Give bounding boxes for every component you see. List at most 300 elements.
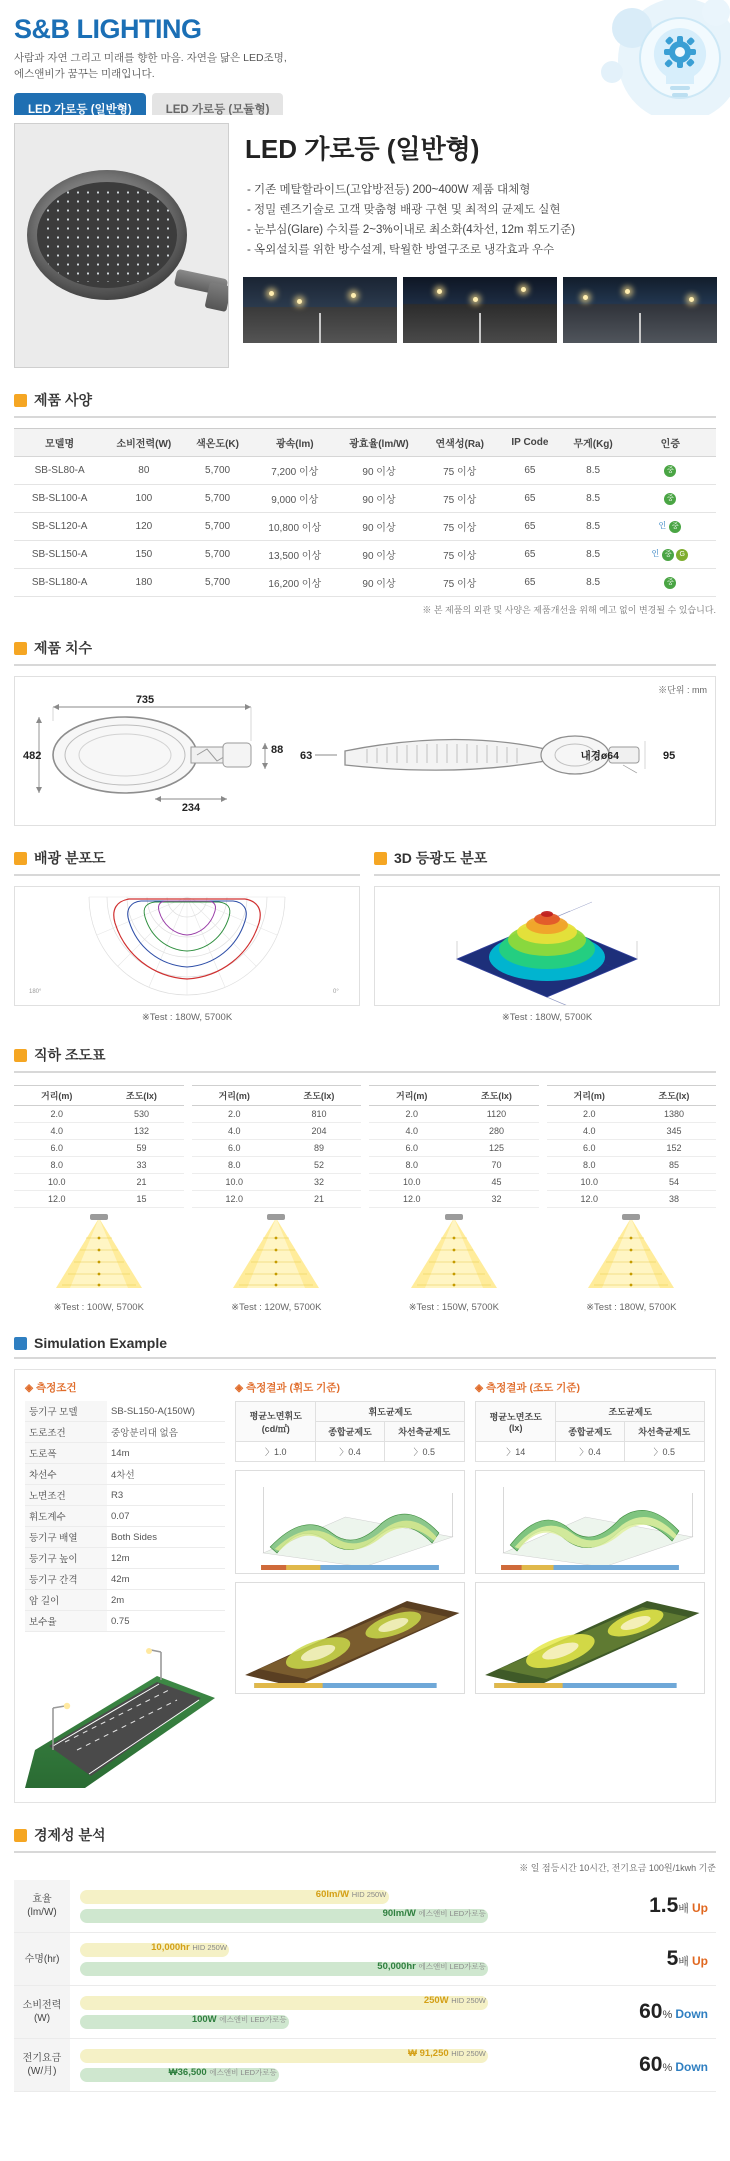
cell-power: 80 (105, 457, 182, 485)
th-lane-uniformity: 차선축균제도 (624, 1422, 704, 1442)
cell-distance: 8.0 (547, 1157, 632, 1174)
cell-distance: 8.0 (14, 1157, 99, 1174)
cond-value: 4차선 (107, 1464, 225, 1485)
cert-badge-icon: 중 (664, 493, 676, 505)
cell-cct: 5,700 (182, 569, 252, 597)
th-distance: 거리(m) (369, 1086, 454, 1106)
cond-key: 등기구 모델 (25, 1401, 107, 1422)
measurement-conditions (25, 1380, 225, 1792)
cert-badge-green-icon: G (676, 549, 688, 561)
th-lux: 조도(lx) (99, 1086, 183, 1106)
illuminance-block-180w (547, 1085, 717, 1313)
spec-note: ※ 본 제품의 외관 및 사양은 제품개선을 위해 예고 없이 변경될 수 있습니다. (422, 605, 716, 615)
cell-distance: 4.0 (192, 1123, 277, 1140)
economy-row-label: 효율 (lm/W) (14, 1880, 70, 1933)
cell-lux: 21 (277, 1191, 361, 1208)
bar-led-text (383, 1908, 486, 1919)
cell-cert (625, 457, 716, 485)
spec-section (0, 390, 730, 616)
tab-led-streetlight-module[interactable]: LED 가로등 (모듈형) (152, 93, 284, 116)
illuminance-table (192, 1085, 362, 1208)
section-marker-icon (14, 1337, 27, 1350)
economy-row-efficacy (14, 1880, 716, 1933)
cell-lux: 59 (99, 1140, 183, 1157)
dimension-heading (14, 638, 716, 666)
streetlight-glow (521, 287, 526, 292)
cell-cri: 75 이상 (421, 541, 498, 569)
economy-row-power (14, 1986, 716, 2039)
intensity-3d-svg (375, 887, 719, 1005)
streetlight-glow (689, 297, 694, 302)
illuminance-road-render (475, 1582, 705, 1694)
table-row (25, 1443, 225, 1464)
cert-label: 인 (651, 549, 660, 558)
economy-result (588, 1986, 716, 2039)
cond-key: 노면조건 (25, 1485, 107, 1506)
illuminance-caption: ※Test : 150W, 5700K (408, 1302, 499, 1313)
cond-key: 도로폭 (25, 1443, 107, 1464)
tab-led-streetlight-standard[interactable]: LED 가로등 (일반형) (14, 93, 146, 116)
economy-unit: 배 (678, 1903, 689, 1915)
th-efficacy: 광효율(lm/W) (337, 429, 421, 457)
table-row (25, 1569, 225, 1590)
illuminance-block-120w (192, 1085, 362, 1313)
light-distribution-col (14, 848, 360, 1023)
dimension-section (0, 638, 730, 826)
table-row (369, 1191, 539, 1208)
economy-note: ※ 일 점등시간 10시간, 전기요금 100원/1kwh 기준 (519, 1863, 716, 1873)
th-power: 소비전력(W) (105, 429, 182, 457)
light-distribution-title: 배광 분포도 (34, 850, 106, 866)
conditions-table (25, 1401, 225, 1632)
table-row (25, 1401, 225, 1422)
economy-value: 5 (666, 1947, 679, 1970)
table-row (14, 513, 716, 541)
dimension-drawing (14, 676, 716, 826)
cond-value: 42m (107, 1569, 225, 1590)
cell-cri: 75 이상 (421, 513, 498, 541)
table-row (14, 569, 716, 597)
cell-cri: 75 이상 (421, 485, 498, 513)
bar-led-sub: 에스앤비 LED가로등 (209, 2068, 277, 2077)
road-3d-render (25, 1642, 225, 1792)
table-row (476, 1442, 705, 1462)
cell-overall-uniformity: 〉0.4 (556, 1442, 624, 1462)
luminance-road-render (235, 1582, 465, 1694)
feature-item: - 옥외설치를 위한 방수설계, 탁월한 방열구조로 냉각효과 우수 (247, 244, 555, 257)
cell-weight: 8.5 (562, 513, 625, 541)
cell-cert (625, 485, 716, 513)
streetlight-glow (625, 289, 630, 294)
table-row (14, 485, 716, 513)
cell-overall-uniformity: 〉0.4 (316, 1442, 384, 1462)
economy-row-label: 수명(hr) (14, 1933, 70, 1986)
svg-text:482: 482 (23, 750, 42, 762)
table-row (192, 1174, 362, 1191)
illuminance-heading (14, 1045, 716, 1073)
cell-efficacy: 90 이상 (337, 485, 421, 513)
table-row (25, 1548, 225, 1569)
th-cert: 인증 (625, 429, 716, 457)
table-row (192, 1140, 362, 1157)
bar-led-sub: 에스앤비 LED가로등 (418, 1962, 486, 1971)
th-weight: 무게(Kg) (562, 429, 625, 457)
cell-distance: 10.0 (369, 1174, 454, 1191)
cond-value: 14m (107, 1443, 225, 1464)
cell-ip: 65 (498, 485, 561, 513)
cell-distance: 10.0 (14, 1174, 99, 1191)
cond-key: 보수율 (25, 1611, 107, 1632)
intensity-3d-caption: ※Test : 180W, 5700K (501, 1012, 593, 1023)
cell-efficacy: 90 이상 (337, 541, 421, 569)
economy-direction: Up (692, 1954, 708, 1968)
cell-avg-illuminance: 〉14 (476, 1442, 556, 1462)
luminance-3d-chart (235, 1470, 465, 1574)
lamp-mount (205, 282, 229, 312)
illuminance-results (475, 1380, 705, 1792)
product-photo (14, 123, 229, 368)
lamp-led-panel (37, 182, 177, 288)
table-row (547, 1106, 717, 1123)
luminance-title: ◈ 측정결과 (휘도 기준) (235, 1382, 340, 1394)
illuminance-cone-diagram (547, 1214, 717, 1296)
table-row (14, 541, 716, 569)
economy-value: 60 (639, 2053, 663, 2076)
economy-unit: % (662, 2009, 673, 2021)
illuminance-results-table (475, 1401, 705, 1462)
bar-led-sub: 에스앤비 LED가로등 (418, 1909, 486, 1918)
th-lumen: 광속(lm) (253, 429, 337, 457)
table-row (547, 1123, 717, 1140)
table-row (369, 1123, 539, 1140)
bar-hid-text (408, 2048, 486, 2059)
cell-efficacy: 90 이상 (337, 513, 421, 541)
bar-hid-value: 250W (423, 1995, 449, 2006)
cell-distance: 12.0 (14, 1191, 99, 1208)
illuminance-tables (14, 1085, 716, 1313)
illuminance-section-title: 직하 조도표 (34, 1047, 106, 1063)
th-lux: 조도(lx) (632, 1086, 716, 1106)
economy-result (588, 1880, 716, 1933)
cell-distance: 2.0 (192, 1106, 277, 1123)
cond-key: 암 길이 (25, 1590, 107, 1611)
cell-lumen: 16,200 이상 (253, 569, 337, 597)
road-marking (479, 313, 481, 343)
cell-lux: 15 (99, 1191, 183, 1208)
dimension-section-title: 제품 치수 (34, 640, 92, 656)
bar-hid-text (316, 1889, 387, 1900)
cell-distance: 8.0 (369, 1157, 454, 1174)
conditions-title: ◈ 측정조건 (25, 1382, 77, 1394)
cell-lux: 33 (99, 1157, 183, 1174)
cell-weight: 8.5 (562, 541, 625, 569)
simulation-section-title: Simulation Example (34, 1335, 168, 1351)
bar-led-text (192, 2014, 287, 2025)
table-row (14, 1174, 184, 1191)
cell-lux: 1380 (632, 1106, 716, 1123)
cell-weight: 8.5 (562, 457, 625, 485)
cell-lux: 21 (99, 1174, 183, 1191)
table-row (192, 1157, 362, 1174)
simulation-content (14, 1369, 716, 1803)
th-lux: 조도(lx) (277, 1086, 361, 1106)
svg-text:내경ø64: 내경ø64 (580, 750, 619, 762)
table-row (14, 1191, 184, 1208)
table-row (369, 1174, 539, 1191)
polar-diagram-svg (15, 887, 359, 1005)
cond-value: SB-SL150-A(150W) (107, 1401, 225, 1422)
cond-value: 중앙분리대 없음 (107, 1422, 225, 1443)
bar-hid-text (151, 1942, 227, 1953)
svg-text:180°: 180° (29, 989, 42, 995)
bar-hid-value: 10,000hr (151, 1942, 190, 1953)
table-row (25, 1506, 225, 1527)
cell-lux: 125 (454, 1140, 538, 1157)
table-row (547, 1157, 717, 1174)
cert-label: 인 (658, 521, 667, 530)
cell-efficacy: 90 이상 (337, 457, 421, 485)
table-header-row (14, 1086, 184, 1106)
cell-lux: 89 (277, 1140, 361, 1157)
section-marker-icon (14, 642, 27, 655)
bar-led-value: 50,000hr (377, 1961, 416, 1972)
streetlight-glow (583, 295, 588, 300)
table-row (547, 1174, 717, 1191)
svg-text:0°: 0° (333, 989, 339, 995)
svg-text:63: 63 (300, 750, 313, 762)
cell-model: SB-SL120-A (14, 513, 105, 541)
install-photo-3 (563, 277, 717, 343)
cell-lane-uniformity: 〉0.5 (384, 1442, 464, 1462)
th-lane-uniformity: 차선축균제도 (384, 1422, 464, 1442)
tagline-line-1: 사람과 자연 그리고 미래를 향한 마음. 자연을 닮은 LED조명, (14, 52, 287, 64)
illuminance-caption: ※Test : 100W, 5700K (53, 1302, 144, 1313)
dimension-svg (15, 677, 715, 825)
th-distance: 거리(m) (192, 1086, 277, 1106)
economy-bars (70, 1880, 588, 1933)
economy-bars (70, 1933, 588, 1986)
table-header-row (547, 1086, 717, 1106)
illuminance-caption: ※Test : 180W, 5700K (586, 1302, 677, 1313)
table-row (192, 1106, 362, 1123)
cell-distance: 12.0 (192, 1191, 277, 1208)
economy-row-label: 전기요금 (W/月) (14, 2039, 70, 2092)
table-header-row (476, 1402, 705, 1422)
cell-cert (625, 541, 716, 569)
bar-hid-text (424, 1995, 486, 2006)
polar-diagram (14, 886, 360, 1006)
cell-distance: 4.0 (547, 1123, 632, 1140)
simulation-columns (25, 1380, 705, 1792)
economy-row-label: 소비전력 (W) (14, 1986, 70, 2039)
illuminance-cone-diagram (192, 1214, 362, 1296)
install-photo-1 (243, 277, 397, 343)
table-header-row (14, 429, 716, 457)
cell-lux: 85 (632, 1157, 716, 1174)
cell-distance: 12.0 (547, 1191, 632, 1208)
cell-ip: 65 (498, 457, 561, 485)
table-row (192, 1191, 362, 1208)
cell-cct: 5,700 (182, 513, 252, 541)
table-row (369, 1140, 539, 1157)
th-distance: 거리(m) (547, 1086, 632, 1106)
cell-cct: 5,700 (182, 485, 252, 513)
table-row (25, 1464, 225, 1485)
cert-badge-icon: 중 (664, 577, 676, 589)
led-grid (43, 188, 171, 282)
cell-lumen: 7,200 이상 (253, 457, 337, 485)
luminance-results (235, 1380, 465, 1792)
cond-value: Both Sides (107, 1527, 225, 1548)
cond-key: 등기구 배열 (25, 1527, 107, 1548)
th-cri: 연색성(Ra) (421, 429, 498, 457)
table-row (25, 1485, 225, 1506)
cell-lux: 70 (454, 1157, 538, 1174)
simulation-heading (14, 1335, 716, 1359)
cell-efficacy: 90 이상 (337, 569, 421, 597)
economy-result (588, 1933, 716, 1986)
table-row (14, 1106, 184, 1123)
simulation-section (0, 1335, 730, 1803)
cell-lux: 152 (632, 1140, 716, 1157)
cell-power: 120 (105, 513, 182, 541)
bar-led-value: 90lm/W (382, 1908, 416, 1919)
cell-lumen: 9,000 이상 (253, 485, 337, 513)
page-header (0, 0, 730, 115)
economy-value: 60 (639, 2000, 663, 2023)
illuminance-section (0, 1045, 730, 1313)
cell-distance: 2.0 (547, 1106, 632, 1123)
cell-cct: 5,700 (182, 457, 252, 485)
cell-power: 180 (105, 569, 182, 597)
light-distribution-caption: ※Test : 180W, 5700K (141, 1012, 233, 1023)
table-row (14, 457, 716, 485)
economy-bars (70, 2039, 588, 2092)
th-overall-uniformity: 종합균제도 (316, 1422, 384, 1442)
intensity-3d-plot (374, 886, 720, 1006)
cell-weight: 8.5 (562, 569, 625, 597)
cell-ip: 65 (498, 513, 561, 541)
cell-lux: 38 (632, 1191, 716, 1208)
spec-section-title: 제품 사양 (34, 392, 92, 408)
cell-distance: 6.0 (547, 1140, 632, 1157)
table-row (25, 1611, 225, 1632)
section-marker-icon (374, 852, 387, 865)
cond-value: R3 (107, 1485, 225, 1506)
intensity-3d-heading (374, 848, 720, 876)
bar-led-value: ₩36,500 (168, 2067, 207, 2078)
economy-section-title: 경제성 분석 (34, 1827, 106, 1843)
illuminance-block-100w (14, 1085, 184, 1313)
economy-direction: Down (675, 2007, 708, 2021)
cell-lux: 52 (277, 1157, 361, 1174)
economy-direction: Down (675, 2060, 708, 2074)
light-distribution-heading (14, 848, 360, 876)
svg-text:95: 95 (663, 750, 676, 762)
section-marker-icon (14, 394, 27, 407)
cell-lane-uniformity: 〉0.5 (624, 1442, 704, 1462)
cell-lux: 530 (99, 1106, 183, 1123)
streetlight-glow (351, 293, 356, 298)
feature-item: - 기존 메탈할라이드(고압방전등) 200~400W 제품 대체형 (247, 184, 531, 196)
th-model: 모델명 (14, 429, 105, 457)
cond-value: 0.07 (107, 1506, 225, 1527)
table-row (547, 1191, 717, 1208)
economy-result (588, 2039, 716, 2092)
cell-power: 100 (105, 485, 182, 513)
cell-lux: 1120 (454, 1106, 538, 1123)
cond-key: 차선수 (25, 1464, 107, 1485)
table-row (25, 1590, 225, 1611)
cell-lux: 45 (454, 1174, 538, 1191)
cell-distance: 4.0 (14, 1123, 99, 1140)
cell-cri: 75 이상 (421, 569, 498, 597)
table-header-row (369, 1086, 539, 1106)
bar-led-text (169, 2067, 277, 2078)
cell-avg-luminance: 〉1.0 (236, 1442, 316, 1462)
hero-section (0, 115, 730, 368)
svg-text:88: 88 (271, 744, 284, 756)
bar-hid-value: 60lm/W (315, 1889, 350, 1900)
cell-cct: 5,700 (182, 541, 252, 569)
cell-lux: 345 (632, 1123, 716, 1140)
cell-distance: 8.0 (192, 1157, 277, 1174)
streetlight-glow (473, 297, 478, 302)
feature-list (243, 180, 717, 261)
spec-table (14, 428, 716, 597)
th-cct: 색온도(K) (182, 429, 252, 457)
bar-led-value: 100W (191, 2014, 217, 2025)
streetlight-glow (297, 299, 302, 304)
cell-lux: 810 (277, 1106, 361, 1123)
intensity-3d-col (374, 848, 720, 1023)
cell-distance: 10.0 (192, 1174, 277, 1191)
cond-value: 0.75 (107, 1611, 225, 1632)
brand-logo: S&B LIGHTING (14, 14, 202, 44)
cond-key: 도로조건 (25, 1422, 107, 1443)
illuminance-table (547, 1085, 717, 1208)
cond-value: 2m (107, 1590, 225, 1611)
section-marker-icon (14, 1829, 27, 1842)
cell-weight: 8.5 (562, 485, 625, 513)
economy-value: 1.5 (649, 1894, 679, 1917)
intensity-3d-title: 3D 등광도 분포 (394, 850, 488, 866)
cell-distance: 6.0 (192, 1140, 277, 1157)
table-row (25, 1527, 225, 1548)
road-marking (319, 313, 321, 343)
economy-section (0, 1825, 730, 2112)
illuminance-results-title: ◈ 측정결과 (조도 기준) (475, 1382, 580, 1394)
cert-badge-icon: 중 (669, 521, 681, 533)
cert-badge-icon: 중 (664, 465, 676, 477)
th-lux: 조도(lx) (454, 1086, 538, 1106)
tagline-line-2: 에스앤비가 꿈꾸는 미래입니다. (14, 67, 155, 80)
table-row (14, 1140, 184, 1157)
feature-item: - 눈부심(Glare) 수치를 2~3%이내로 최소화(4차선, 12m 휘도기준) (247, 224, 576, 237)
cell-cri: 75 이상 (421, 457, 498, 485)
table-row (25, 1422, 225, 1443)
table-row (547, 1140, 717, 1157)
economy-heading (14, 1825, 716, 1853)
table-row (14, 1123, 184, 1140)
th-illuminance-uniformity: 조도균제도 (556, 1402, 705, 1422)
cell-lux: 32 (277, 1174, 361, 1191)
table-row (369, 1157, 539, 1174)
cell-lux: 54 (632, 1174, 716, 1191)
bar-led-sub: 에스앤비 LED가로등 (219, 2015, 287, 2024)
economy-row-lifetime (14, 1933, 716, 1986)
svg-text:234: 234 (181, 802, 201, 814)
